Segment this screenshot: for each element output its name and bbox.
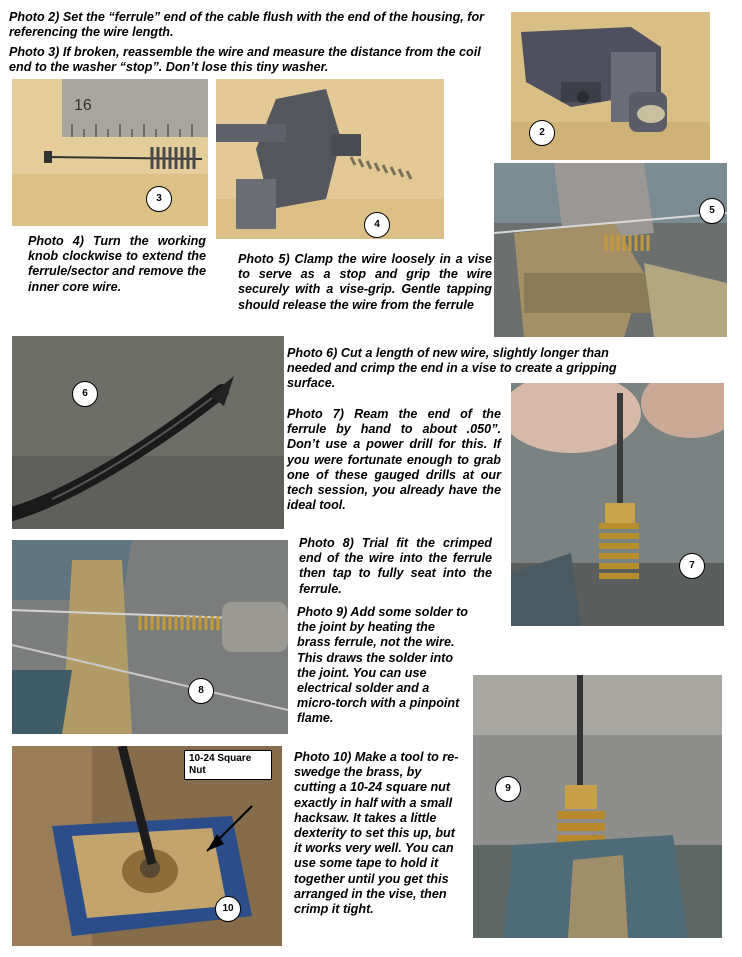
caption-photo-3: Photo 3) If broken, reassemble the wire and measure the distance from the coil end to the washer “stop”. Don’t lose this tiny washer.	[9, 45, 481, 75]
photo-5-vise-grip	[494, 163, 727, 337]
caption-photo-5: Photo 5) Clamp the wire loosely in a vise to serve as a stop and grip the wire securely with a vise-grip. Gentle tapping should release the wire from the ferrule	[238, 252, 492, 312]
caption-photo-8: Photo 8) Trial fit the crimped end of the wire into the ferrule then tap to fully seat into the ferrule.	[299, 536, 492, 596]
photo-number-7: 7	[679, 553, 705, 579]
callout-square-nut: 10-24 Square Nut	[184, 750, 272, 780]
caption-photo-10: Photo 10) Make a tool to re-swedge the brass, by cutting a 10-24 square nut exactly in half with a small hacksaw. It takes a little dexterity to set this up, but it works very well. You can use some tape to hold it together until you get this arranged in the vise, then crimp it tight.	[294, 750, 459, 917]
photo-3-wire-ruler	[12, 79, 208, 226]
photo-8-trial-fit	[12, 540, 288, 734]
caption-photo-6: Photo 6) Cut a length of new wire, slightly longer than needed and crimp the end in a vise to create a gripping surface.	[287, 346, 617, 391]
photo-number-5: 5	[699, 198, 725, 224]
photo-7-reaming-ferrule	[511, 383, 724, 626]
photo-9-soldered-joint	[473, 675, 722, 938]
photo-4-housing-knob	[216, 79, 444, 239]
ruler-mark-label: 16	[74, 97, 92, 114]
photo-number-2: 2	[529, 120, 555, 146]
photo-number-9: 9	[495, 776, 521, 802]
photo-2-cable-housing	[511, 12, 710, 160]
caption-photo-9: Photo 9) Add some solder to the joint by heating the brass ferrule, not the wire. This draws the solder into the joint. You can use electrical solder and a micro-torch with a pinpoint flame.	[297, 605, 468, 726]
photo-10-square-nut-tool	[12, 746, 282, 946]
photo-number-4: 4	[364, 212, 390, 238]
photo-number-10: 10	[215, 896, 241, 922]
photo-6-crimped-wire	[12, 336, 284, 529]
caption-photo-4: Photo 4) Turn the working knob clockwise to extend the ferrule/sector and remove the inner core wire.	[28, 234, 206, 294]
photo-number-8: 8	[188, 678, 214, 704]
caption-photo-2: Photo 2) Set the “ferrule” end of the cable flush with the end of the housing, for referencing the wire length.	[9, 10, 485, 40]
photo-number-6: 6	[72, 381, 98, 407]
photo-number-3: 3	[146, 186, 172, 212]
caption-photo-7: Photo 7) Ream the end of the ferrule by hand to about .050”. Don’t use a power drill for this. If you were fortunate enough to grab one of these gauged drills at our tech session, you already have the ideal tool.	[287, 407, 501, 513]
